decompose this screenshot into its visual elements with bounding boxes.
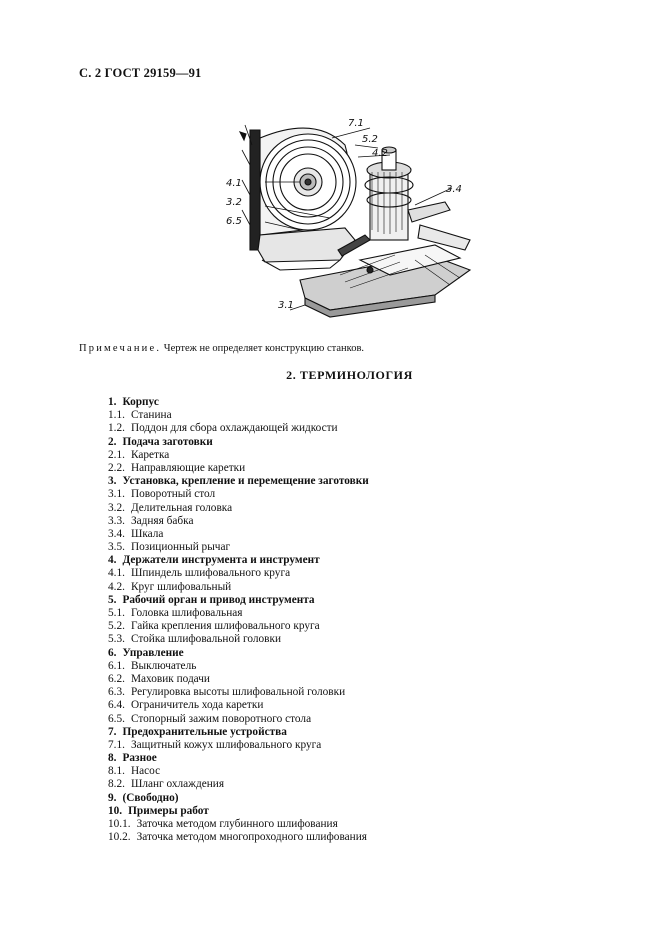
term-item [108, 673, 369, 686]
term-heading [108, 396, 369, 409]
term-text: Держатели инструмента и инструмент [122, 554, 320, 567]
term-text: Поддон для сбора охлаждающей жидкости [130, 422, 338, 435]
term-item [108, 686, 369, 699]
term-number: 10. [108, 804, 123, 817]
label-5-2: 5.2 [362, 134, 378, 145]
term-number: 6.4. [108, 699, 125, 712]
term-text: Задняя бабка [130, 514, 194, 527]
term-text: Направляющие каретки [130, 461, 246, 474]
term-number: 4.1. [108, 567, 125, 580]
term-number: 1.2. [108, 422, 125, 435]
term-item [108, 778, 369, 791]
term-heading [108, 475, 369, 488]
term-item [108, 831, 369, 844]
term-text: Позиционный рычаг [130, 541, 231, 554]
term-item [108, 713, 369, 726]
term-number: 10.1. [108, 818, 131, 830]
term-number: 7. [108, 725, 117, 738]
term-number: 2.1. [108, 448, 125, 461]
term-item [108, 449, 369, 462]
term-item [108, 581, 369, 594]
term-text: Защитный кожух шлифовального круга [130, 738, 322, 751]
term-text: Предохранительные устройства [122, 725, 287, 738]
term-heading [108, 436, 369, 449]
term-heading [108, 792, 369, 805]
term-number: 6.2. [108, 672, 125, 685]
term-number: 3.1. [108, 488, 125, 501]
term-number: 5.2. [108, 620, 125, 633]
term-number: 10.2. [108, 831, 131, 844]
label-6-5: 6.5 [226, 216, 242, 227]
term-item [108, 488, 369, 501]
term-text: (Свободно) [122, 791, 179, 804]
term-text: Примеры работ [128, 804, 209, 817]
term-text: Круг шлифовальный [130, 580, 232, 593]
term-text: Выключатель [130, 659, 197, 672]
term-heading [108, 647, 369, 660]
label-3-2: 3.2 [226, 197, 242, 208]
term-number: 6.5. [108, 712, 125, 725]
term-number: 4. [108, 554, 117, 567]
term-number: 9. [108, 791, 117, 804]
term-item [108, 660, 369, 673]
term-number: 3.5. [108, 541, 125, 554]
term-item [108, 699, 369, 712]
term-number: 8. [108, 752, 117, 765]
term-text: Ограничитель хода каретки [130, 699, 264, 712]
term-number: 2.2. [108, 461, 125, 474]
figure-note [79, 343, 364, 354]
term-number: 8.2. [108, 778, 125, 791]
term-text: Управление [122, 646, 184, 659]
term-heading [108, 554, 369, 567]
term-number: 7.1. [108, 738, 125, 751]
term-item [108, 739, 369, 752]
term-text: Поворотный стол [130, 488, 216, 501]
term-number: 5.1. [108, 607, 125, 619]
label-7-1: 7.1 [348, 118, 364, 129]
term-heading [108, 805, 369, 818]
term-text: Стопорный зажим поворотного стола [130, 712, 312, 725]
term-number: 6.1. [108, 659, 125, 672]
term-text: Станина [130, 409, 172, 422]
term-text: Каретка [130, 448, 170, 461]
term-item [108, 409, 369, 422]
term-item [108, 422, 369, 435]
term-item [108, 515, 369, 528]
term-item [108, 502, 369, 515]
term-text: Маховик подачи [130, 672, 210, 685]
term-text: Корпус [122, 396, 159, 408]
label-3-4: 3.4 [446, 184, 462, 195]
term-item [108, 607, 369, 620]
terminology-list [108, 396, 369, 844]
term-item [108, 462, 369, 475]
term-item [108, 620, 369, 633]
term-text: Регулировка высоты шлифовальной головки [130, 686, 346, 699]
term-item [108, 541, 369, 554]
term-number: 1. [108, 396, 117, 408]
machine-drawing [220, 110, 490, 320]
term-item [108, 765, 369, 778]
note-prefix: Примечание. [79, 343, 162, 354]
term-item [108, 567, 369, 580]
term-text: Головка шлифовальная [130, 607, 243, 619]
term-text: Шкала [130, 527, 164, 540]
term-item [108, 818, 369, 831]
term-text: Шланг охлаждения [130, 778, 225, 791]
term-number: 6. [108, 646, 117, 659]
term-number: 8.1. [108, 765, 125, 778]
note-text: Чертеж не определяет конструкцию станков. [163, 343, 365, 354]
term-number: 5.3. [108, 633, 125, 646]
label-4-1: 4.1 [226, 178, 242, 189]
term-number: 5. [108, 593, 117, 606]
term-number: 2. [108, 435, 117, 448]
term-text: Рабочий орган и привод инструмента [122, 593, 315, 606]
section-title: 2. ТЕРМИНОЛОГИЯ [286, 368, 413, 382]
term-number: 6.3. [108, 686, 125, 699]
term-item [108, 528, 369, 541]
term-heading [108, 726, 369, 739]
label-4-2: 4.2 [372, 148, 388, 159]
term-number: 4.2. [108, 580, 125, 593]
term-text: Шпиндель шлифовального круга [130, 567, 291, 580]
term-item [108, 633, 369, 646]
term-text: Подача заготовки [122, 435, 213, 448]
term-heading [108, 752, 369, 765]
term-heading [108, 594, 369, 607]
term-number: 1.1. [108, 409, 125, 422]
term-text: Насос [130, 765, 161, 778]
term-number: 3. [108, 475, 117, 488]
term-number: 3.3. [108, 514, 125, 527]
page-header: С. 2 ГОСТ 29159—91 [79, 66, 202, 80]
term-text: Установка, крепление и перемещение заготовки [122, 475, 369, 488]
term-text: Делительная головка [130, 501, 233, 514]
term-text: Разное [122, 752, 157, 765]
label-3-1: 3.1 [278, 300, 294, 311]
term-number: 3.2. [108, 501, 125, 514]
term-text: Стойка шлифовальной головки [130, 633, 281, 646]
term-text: Заточка методом многопроходного шлифования [136, 831, 367, 844]
term-text: Гайка крепления шлифовального круга [130, 620, 320, 633]
term-text: Заточка методом глубинного шлифования [136, 818, 338, 830]
term-number: 3.4. [108, 527, 125, 540]
